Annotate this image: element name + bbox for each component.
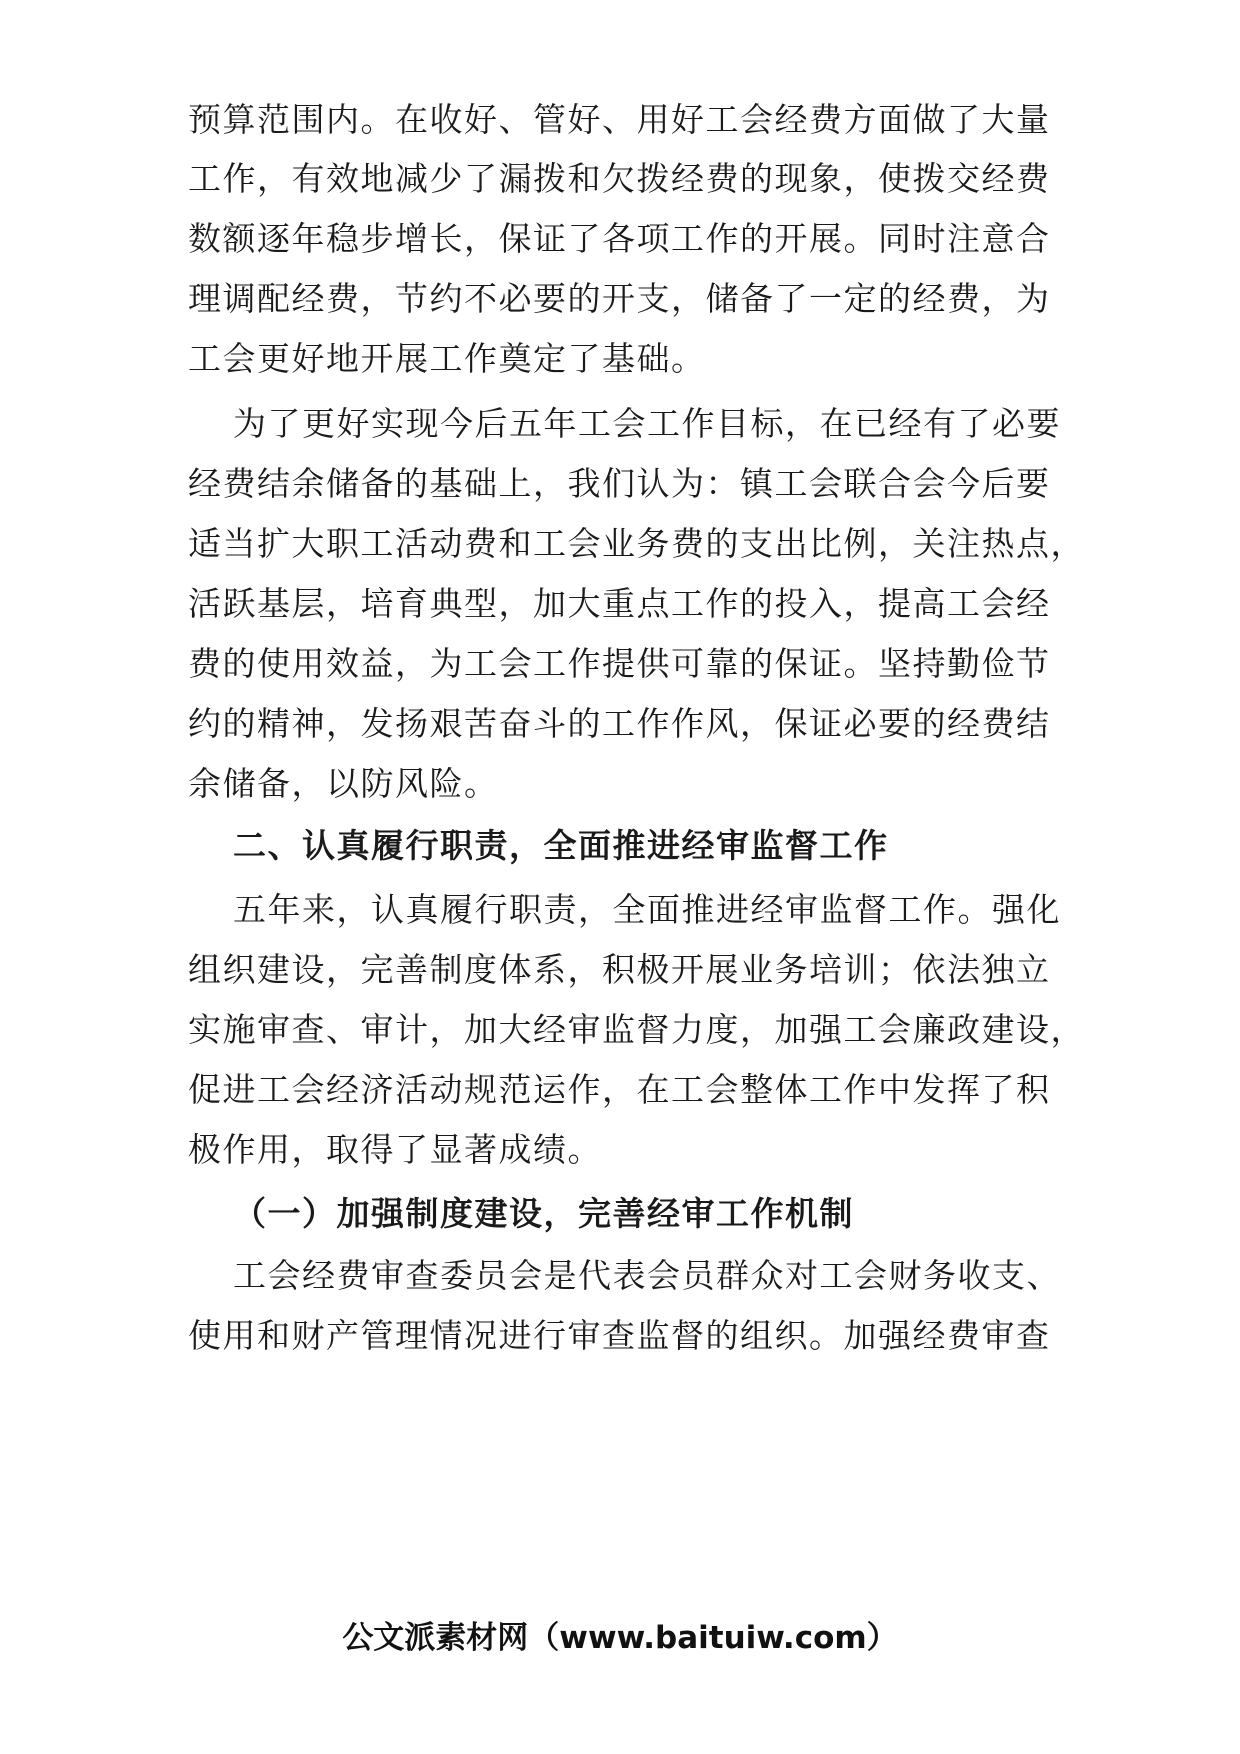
text-line: 工作，有效地减少了漏拨和欠拨经费的现象，使拨交经费	[188, 159, 1051, 198]
text-line: 费的使用效益，为工会工作提供可靠的保证。坚持勤俭节	[188, 644, 1051, 683]
subsection-heading: （一）加强制度建设，完善经审工作机制	[233, 1194, 854, 1233]
text-line: 余储备，以防风险。	[188, 764, 499, 803]
text-line: 适当扩大职工活动费和工会业务费的支出比例，关注热点，	[188, 524, 1085, 563]
text-line: 工会更好地开展工作奠定了基础。	[188, 339, 706, 378]
text-line: 极作用，取得了显著成绩。	[188, 1130, 602, 1169]
text-line: 实施审查、审计，加大经审监督力度，加强工会廉政建设，	[188, 1010, 1085, 1049]
text-line: 活跃基层，培育典型，加大重点工作的投入，提高工会经	[188, 584, 1051, 623]
text-line: 经费结余储备的基础上，我们认为：镇工会联合会今后要	[188, 464, 1051, 503]
text-line: 组织建设，完善制度体系，积极开展业务培训；依法独立	[188, 950, 1051, 989]
text-line: 约的精神，发扬艰苦奋斗的工作作风，保证必要的经费结	[188, 704, 1051, 743]
section-heading: 二、认真履行职责，全面推进经审监督工作	[233, 826, 889, 865]
text-line: 五年来，认真履行职责，全面推进经审监督工作。强化	[233, 890, 1061, 929]
text-line: 为了更好实现今后五年工会工作目标，在已经有了必要	[233, 404, 1061, 443]
text-line: 数额逐年稳步增长，保证了各项工作的开展。同时注意合	[188, 219, 1051, 258]
text-line: 理调配经费，节约不必要的开支，储备了一定的经费，为	[188, 279, 1051, 318]
text-line: 预算范围内。在收好、管好、用好工会经费方面做了大量	[188, 100, 1051, 139]
text-line: 工会经费审查委员会是代表会员群众对工会财务收支、	[233, 1256, 1061, 1295]
text-line: 使用和财产管理情况进行审查监督的组织。加强经费审查	[188, 1316, 1051, 1355]
text-line: 促进工会经济活动规范运作，在工会整体工作中发挥了积	[188, 1070, 1051, 1109]
footer-watermark: 公文派素材网（www.baituiw.com）	[342, 1620, 898, 1656]
